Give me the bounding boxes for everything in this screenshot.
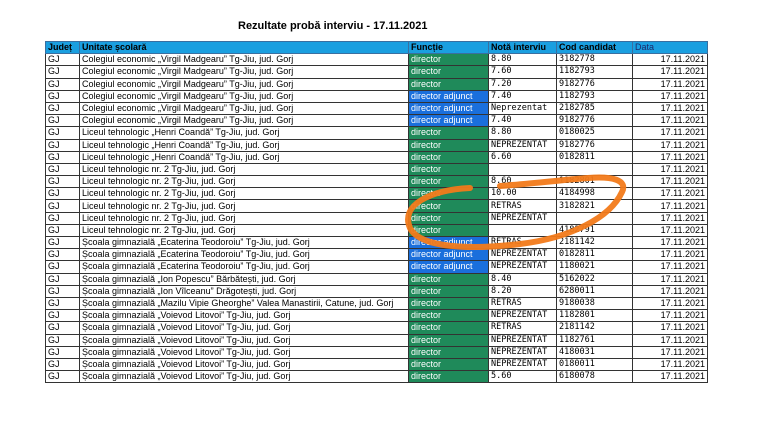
cell-unitate: Liceul tehnologic nr. 2 Tg-Jiu, jud. Gorj: [80, 176, 409, 188]
cell-nota: 7.40: [489, 115, 557, 127]
cell-unitate: Liceul tehnologic „Henri Coandă” Tg-Jiu, jud. Gorj: [80, 127, 409, 139]
cell-nota: Neprezentat: [489, 102, 557, 114]
cell-unitate: Liceul tehnologic „Henri Coandă” Tg-Jiu, jud. Gorj: [80, 151, 409, 163]
table-row: [46, 115, 708, 127]
table-row: [46, 139, 708, 151]
cell-functie: director: [409, 371, 489, 383]
cell-functie: director: [409, 66, 489, 78]
cell-functie: director adjunct: [409, 237, 489, 249]
table-row: [46, 78, 708, 90]
cell-judet: GJ: [46, 224, 80, 236]
cell-nota: NEPREZENTAT: [489, 261, 557, 273]
cell-cod: [557, 212, 633, 224]
cell-unitate: Școala gimnazială „Ion Popescu” Bărbătești, jud. Gorj: [80, 273, 409, 285]
cell-cod: 1182761: [557, 334, 633, 346]
cell-data: 17.11.2021: [633, 322, 708, 334]
cell-functie: director: [409, 139, 489, 151]
cell-cod: 0182811: [557, 249, 633, 261]
table-row: [46, 310, 708, 322]
cell-cod: 9182776: [557, 115, 633, 127]
cell-judet: GJ: [46, 212, 80, 224]
cell-judet: GJ: [46, 334, 80, 346]
column-header-nota: Notă interviu: [489, 42, 557, 54]
cell-functie: director adjunct: [409, 115, 489, 127]
cell-judet: GJ: [46, 188, 80, 200]
cell-judet: GJ: [46, 54, 80, 66]
table-row: [46, 90, 708, 102]
cell-cod: 0180011: [557, 358, 633, 370]
cell-data: 17.11.2021: [633, 139, 708, 151]
cell-cod: [557, 163, 633, 175]
cell-unitate: Liceul tehnologic nr. 2 Tg-Jiu, jud. Gorj: [80, 188, 409, 200]
cell-cod: 4182791: [557, 224, 633, 236]
cell-judet: GJ: [46, 200, 80, 212]
table-body: [46, 54, 708, 383]
cell-nota: 8.60: [489, 176, 557, 188]
cell-nota: NEPREZENTAT: [489, 212, 557, 224]
cell-functie: director: [409, 224, 489, 236]
cell-data: 17.11.2021: [633, 188, 708, 200]
cell-functie: director: [409, 297, 489, 309]
table-row: [46, 200, 708, 212]
cell-data: 17.11.2021: [633, 115, 708, 127]
cell-judet: GJ: [46, 90, 80, 102]
cell-cod: 1182801: [557, 176, 633, 188]
cell-cod: 2182785: [557, 102, 633, 114]
cell-data: 17.11.2021: [633, 249, 708, 261]
table-header-row: [46, 42, 708, 54]
cell-functie: director: [409, 334, 489, 346]
cell-judet: GJ: [46, 127, 80, 139]
cell-nota: 8.80: [489, 54, 557, 66]
cell-judet: GJ: [46, 371, 80, 383]
cell-cod: 2181142: [557, 237, 633, 249]
cell-data: 17.11.2021: [633, 212, 708, 224]
table-row: [46, 358, 708, 370]
cell-unitate: Colegiul economic „Virgil Madgearu” Tg-Jiu, jud. Gorj: [80, 115, 409, 127]
cell-unitate: Școala gimnazială „Ecaterina Teodoroiu” Tg-Jiu, jud. Gorj: [80, 261, 409, 273]
cell-data: 17.11.2021: [633, 297, 708, 309]
cell-functie: director: [409, 212, 489, 224]
cell-data: 17.11.2021: [633, 66, 708, 78]
cell-cod: 5162022: [557, 273, 633, 285]
cell-judet: GJ: [46, 66, 80, 78]
cell-cod: 4184998: [557, 188, 633, 200]
table-row: [46, 261, 708, 273]
cell-unitate: Colegiul economic „Virgil Madgearu” Tg-Jiu, jud. Gorj: [80, 90, 409, 102]
cell-nota: 7.40: [489, 90, 557, 102]
cell-judet: GJ: [46, 310, 80, 322]
table-row: [46, 371, 708, 383]
cell-judet: GJ: [46, 151, 80, 163]
cell-nota: NEPREZENTAT: [489, 334, 557, 346]
cell-functie: director: [409, 346, 489, 358]
cell-data: 17.11.2021: [633, 90, 708, 102]
table-row: [46, 334, 708, 346]
cell-unitate: Liceul tehnologic nr. 2 Tg-Jiu, jud. Gorj: [80, 163, 409, 175]
cell-data: 17.11.2021: [633, 163, 708, 175]
cell-functie: director: [409, 322, 489, 334]
cell-judet: GJ: [46, 273, 80, 285]
cell-unitate: Școala gimnazială „Voievod Litovoi” Tg-Jiu, jud. Gorj: [80, 371, 409, 383]
cell-unitate: Școala gimnazială „Voievod Litovoi” Tg-Jiu, jud. Gorj: [80, 346, 409, 358]
cell-data: 17.11.2021: [633, 54, 708, 66]
cell-cod: 9182776: [557, 78, 633, 90]
page-title: Rezultate probă interviu - 17.11.2021: [238, 20, 428, 32]
cell-nota: RETRAS: [489, 237, 557, 249]
cell-unitate: Colegiul economic „Virgil Madgearu” Tg-Jiu, jud. Gorj: [80, 102, 409, 114]
cell-cod: 1182793: [557, 66, 633, 78]
cell-judet: GJ: [46, 285, 80, 297]
cell-judet: GJ: [46, 115, 80, 127]
cell-functie: director adjunct: [409, 249, 489, 261]
cell-data: 17.11.2021: [633, 78, 708, 90]
cell-judet: GJ: [46, 237, 80, 249]
cell-data: 17.11.2021: [633, 285, 708, 297]
cell-nota: 7.60: [489, 66, 557, 78]
cell-cod: 2181142: [557, 322, 633, 334]
column-header-cod: Cod candidat: [557, 42, 633, 54]
cell-functie: director: [409, 358, 489, 370]
table-row: [46, 224, 708, 236]
cell-judet: GJ: [46, 176, 80, 188]
cell-nota: NEPREZENTAT: [489, 310, 557, 322]
table-row: [46, 163, 708, 175]
cell-unitate: Liceul tehnologic „Henri Coandă” Tg-Jiu, jud. Gorj: [80, 139, 409, 151]
table-row: [46, 212, 708, 224]
cell-functie: director: [409, 200, 489, 212]
column-header-functie: Funcție: [409, 42, 489, 54]
cell-judet: GJ: [46, 346, 80, 358]
table-row: [46, 54, 708, 66]
table-row: [46, 297, 708, 309]
cell-judet: GJ: [46, 163, 80, 175]
table-row: [46, 176, 708, 188]
cell-nota: RETRAS: [489, 322, 557, 334]
cell-unitate: Colegiul economic „Virgil Madgearu” Tg-Jiu, jud. Gorj: [80, 66, 409, 78]
cell-cod: 4180031: [557, 346, 633, 358]
cell-data: 17.11.2021: [633, 310, 708, 322]
cell-cod: 6280011: [557, 285, 633, 297]
cell-judet: GJ: [46, 249, 80, 261]
cell-functie: director adjunct: [409, 90, 489, 102]
table-row: [46, 249, 708, 261]
cell-cod: 9180038: [557, 297, 633, 309]
column-header-unitate: Unitate școlară: [80, 42, 409, 54]
cell-functie: director: [409, 54, 489, 66]
cell-functie: director: [409, 188, 489, 200]
table-row: [46, 237, 708, 249]
cell-judet: GJ: [46, 139, 80, 151]
cell-data: 17.11.2021: [633, 273, 708, 285]
cell-nota: 8.80: [489, 127, 557, 139]
cell-functie: director: [409, 127, 489, 139]
cell-nota: RETRAS: [489, 297, 557, 309]
cell-judet: GJ: [46, 261, 80, 273]
table-row: [46, 188, 708, 200]
cell-cod: 1182801: [557, 310, 633, 322]
cell-cod: 1180021: [557, 261, 633, 273]
results-table: [45, 41, 708, 383]
column-header-data: Data: [633, 42, 708, 54]
cell-cod: 9182776: [557, 139, 633, 151]
column-header-judet: Județ: [46, 42, 80, 54]
cell-data: 17.11.2021: [633, 358, 708, 370]
cell-judet: GJ: [46, 297, 80, 309]
cell-unitate: Liceul tehnologic nr. 2 Tg-Jiu, jud. Gorj: [80, 200, 409, 212]
cell-nota: 6.60: [489, 151, 557, 163]
table-row: [46, 151, 708, 163]
cell-cod: 6180078: [557, 371, 633, 383]
cell-cod: 1182793: [557, 90, 633, 102]
cell-nota: 8.40: [489, 273, 557, 285]
cell-data: 17.11.2021: [633, 371, 708, 383]
cell-data: 17.11.2021: [633, 176, 708, 188]
cell-nota: NEPREZENTAT: [489, 358, 557, 370]
cell-judet: GJ: [46, 322, 80, 334]
cell-cod: 0182811: [557, 151, 633, 163]
cell-functie: director: [409, 78, 489, 90]
cell-nota: 5.60: [489, 371, 557, 383]
cell-unitate: Colegiul economic „Virgil Madgearu” Tg-Jiu, jud. Gorj: [80, 78, 409, 90]
cell-judet: GJ: [46, 358, 80, 370]
cell-nota: [489, 224, 557, 236]
cell-nota: [489, 163, 557, 175]
cell-unitate: Școala gimnazială „Voievod Litovoi” Tg-Jiu, jud. Gorj: [80, 334, 409, 346]
cell-unitate: Liceul tehnologic nr. 2 Tg-Jiu, jud. Gorj: [80, 224, 409, 236]
table-row: [46, 102, 708, 114]
cell-judet: GJ: [46, 78, 80, 90]
cell-nota: 7.20: [489, 78, 557, 90]
cell-data: 17.11.2021: [633, 151, 708, 163]
cell-unitate: Școala gimnazială „Voievod Litovoi” Tg-Jiu, jud. Gorj: [80, 358, 409, 370]
cell-nota: NEPREZENTAT: [489, 346, 557, 358]
cell-functie: director adjunct: [409, 261, 489, 273]
cell-functie: director: [409, 285, 489, 297]
cell-nota: 10.00: [489, 188, 557, 200]
cell-data: 17.11.2021: [633, 261, 708, 273]
cell-unitate: Școala gimnazială „Ecaterina Teodoroiu” Tg-Jiu, jud. Gorj: [80, 249, 409, 261]
cell-unitate: Colegiul economic „Virgil Madgearu” Tg-Jiu, jud. Gorj: [80, 54, 409, 66]
cell-functie: director: [409, 151, 489, 163]
cell-nota: RETRAS: [489, 200, 557, 212]
table-row: [46, 285, 708, 297]
table-row: [46, 66, 708, 78]
table-row: [46, 273, 708, 285]
cell-functie: director: [409, 273, 489, 285]
cell-data: 17.11.2021: [633, 127, 708, 139]
cell-nota: NEPREZENTAT: [489, 249, 557, 261]
cell-data: 17.11.2021: [633, 102, 708, 114]
cell-nota: NEPREZENTAT: [489, 139, 557, 151]
cell-functie: director: [409, 310, 489, 322]
table-row: [46, 322, 708, 334]
cell-data: 17.11.2021: [633, 224, 708, 236]
cell-functie: director: [409, 176, 489, 188]
cell-functie: director adjunct: [409, 102, 489, 114]
cell-data: 17.11.2021: [633, 200, 708, 212]
cell-unitate: Școala gimnazială „Ion Vîlceanu” Drăgotești, jud. Gorj: [80, 285, 409, 297]
cell-judet: GJ: [46, 102, 80, 114]
cell-cod: 3182778: [557, 54, 633, 66]
cell-data: 17.11.2021: [633, 237, 708, 249]
cell-unitate: Școala gimnazială „Voievod Litovoi” Tg-Jiu, jud. Gorj: [80, 310, 409, 322]
cell-nota: 8.20: [489, 285, 557, 297]
table-row: [46, 346, 708, 358]
table-row: [46, 127, 708, 139]
cell-unitate: Școala gimnazială „Ecaterina Teodoroiu” Tg-Jiu, jud. Gorj: [80, 237, 409, 249]
cell-data: 17.11.2021: [633, 346, 708, 358]
cell-unitate: Liceul tehnologic nr. 2 Tg-Jiu, jud. Gorj: [80, 212, 409, 224]
cell-functie: director: [409, 163, 489, 175]
cell-cod: 0180025: [557, 127, 633, 139]
cell-cod: 3182821: [557, 200, 633, 212]
cell-data: 17.11.2021: [633, 334, 708, 346]
cell-unitate: Școala gimnazială „Voievod Litovoi” Tg-Jiu, jud. Gorj: [80, 322, 409, 334]
cell-unitate: Școala gimnazială „Mazilu Vipie Gheorghe” Valea Manastirii, Catune, jud. Gorj: [80, 297, 409, 309]
